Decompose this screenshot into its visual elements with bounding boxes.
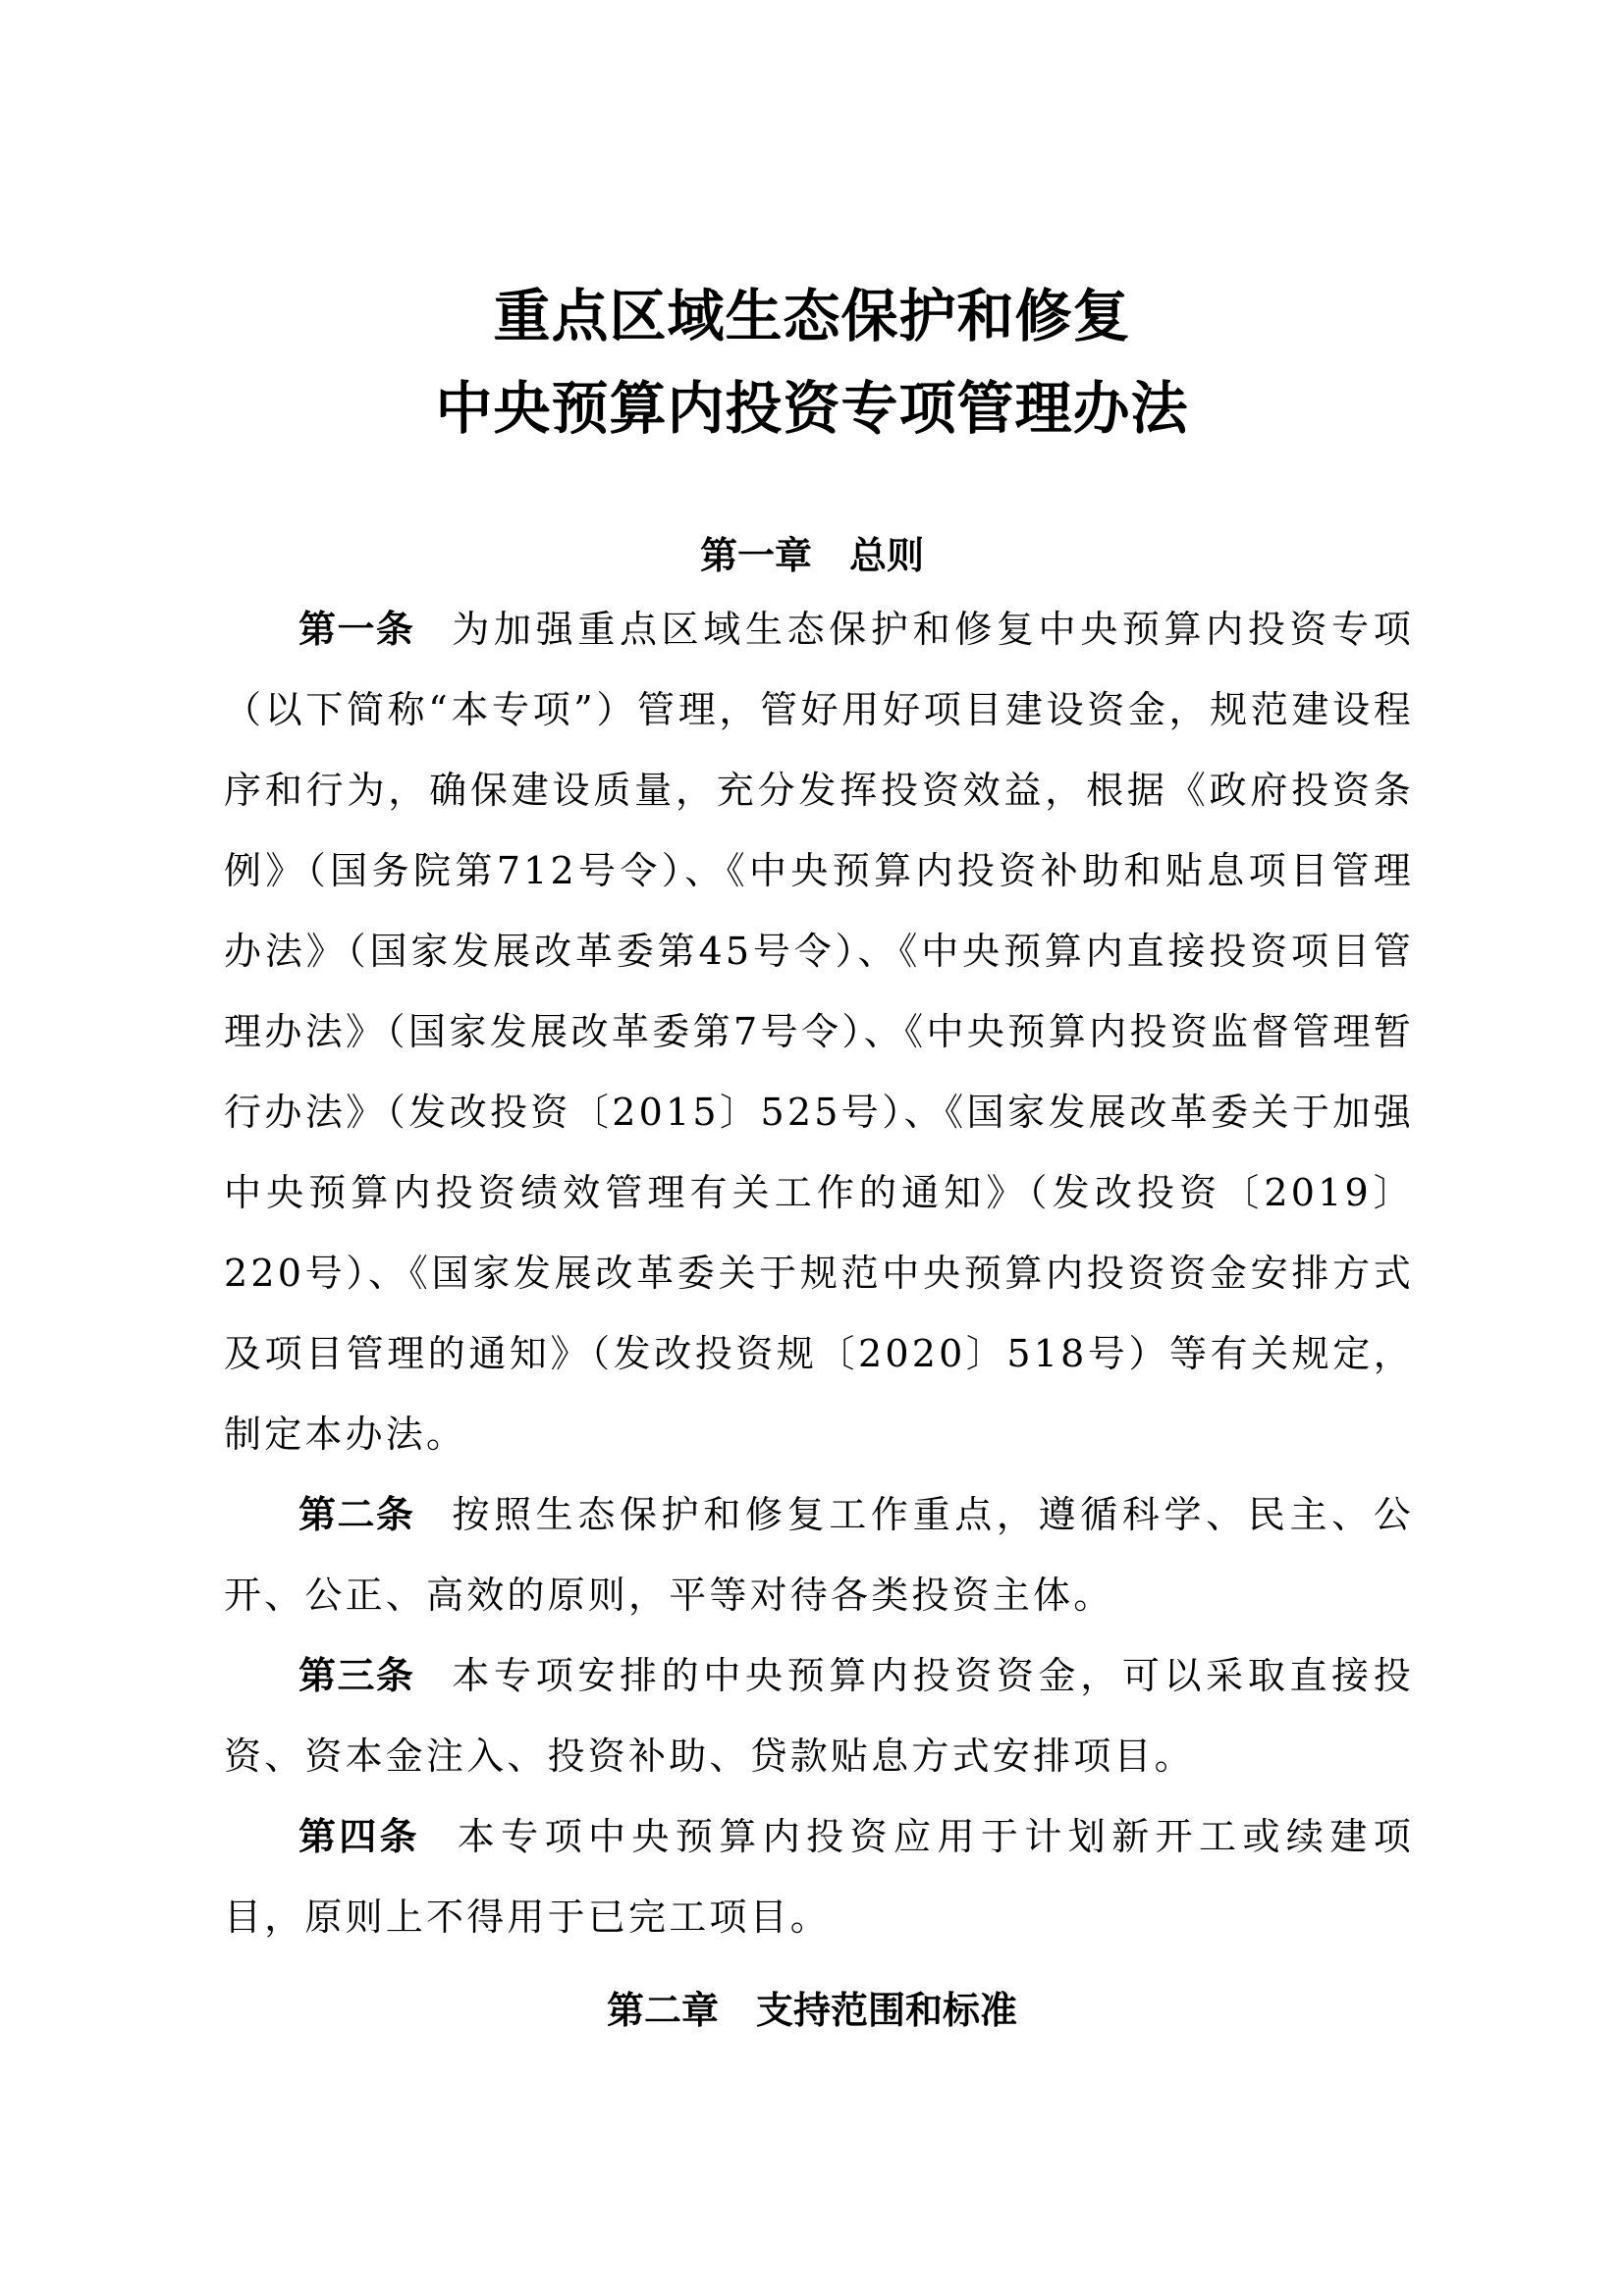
article-4 bbox=[224, 1796, 1414, 1957]
article-3-label: 第三条 bbox=[298, 1654, 415, 1697]
article-1-label: 第一条 bbox=[298, 608, 415, 651]
article-1 bbox=[224, 589, 1414, 1474]
article-4-label: 第四条 bbox=[298, 1815, 420, 1858]
article-4-text: 本专项中央预算内投资应用于计划新开工或续建项目，原则上不得用于已完工项目。 bbox=[224, 1815, 1414, 1939]
document-title bbox=[0, 270, 1624, 454]
chapter-1-body bbox=[224, 589, 1414, 1957]
title-line-2: 中央预算内投资专项管理办法 bbox=[435, 375, 1189, 442]
article-2-text: 按照生态保护和修复工作重点，遵循科学、民主、公开、公正、高效的原则，平等对待各类投资主体。 bbox=[224, 1493, 1414, 1617]
article-1-text: 为加强重点区域生态保护和修复中央预算内投资专项（以下简称“本专项”）管理，管好用好项目建设资金，规范建设程序和行为，确保建设质量，充分发挥投资效益，根据《政府投资条例》（国务院第712号令）、《中央预算内投资补助和贴息项目管理办法》（国家发展改革委第45号令）、《中央预算内直接投资项目管理办法》（国家发展改革委第7号令）、《中央预算内投资监督管理暂行办法》（发改投资〔2015〕525号）、《国家发展改革委关于加强中央预算内投资绩效管理有关工作的通知》（发改投资〔2019〕220号）、《国家发展改革委关于规范中央预算内投资资金安排方式及项目管理的通知》（发改投资规〔2020〕518号）等有关规定，制定本办法。 bbox=[224, 608, 1414, 1456]
article-3-text: 本专项安排的中央预算内投资资金，可以采取直接投资、资本金注入、投资补助、贷款贴息方式安排项目。 bbox=[224, 1654, 1414, 1778]
title-line-1: 重点区域生态保护和修复 bbox=[493, 283, 1131, 349]
article-3 bbox=[224, 1635, 1414, 1796]
article-2 bbox=[224, 1474, 1414, 1635]
article-2-label: 第二条 bbox=[298, 1493, 415, 1536]
chapter-2-heading: 第二章 支持范围和标准 bbox=[606, 1989, 1017, 2032]
chapter-1-heading: 第一章 总则 bbox=[699, 534, 924, 577]
